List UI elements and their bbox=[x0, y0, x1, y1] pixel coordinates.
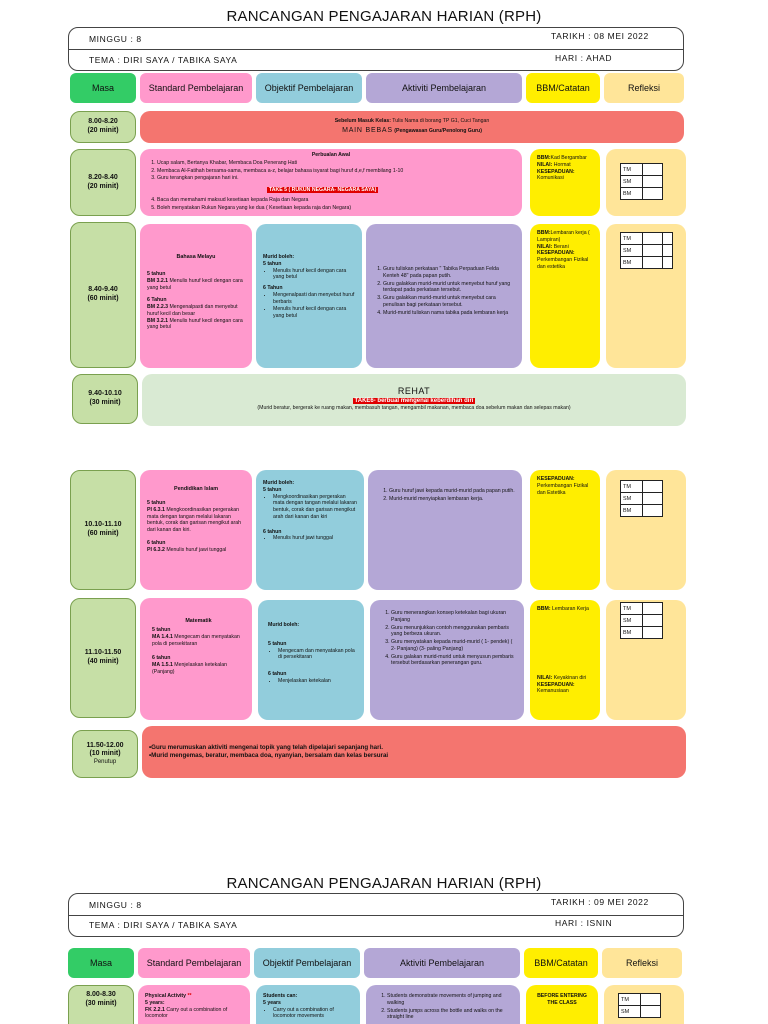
supervision-note: (Pengawasan Guru/Penolong Guru) bbox=[392, 127, 482, 134]
header-bbm: BBM/Catatan bbox=[524, 948, 598, 978]
reflection-table bbox=[620, 232, 673, 269]
objective-pi bbox=[256, 470, 364, 590]
list-item: • Mengecam dan menyatakan pola di persekitaran bbox=[278, 648, 357, 662]
list-item: 1. Guru tuliskan perkataan " Tabika Perpaduan Felda Kenteh 48" pada papan putih. bbox=[383, 266, 515, 280]
nilai-value: Berani bbox=[552, 243, 569, 250]
standard-pi bbox=[140, 470, 252, 590]
list-item: • Carry out a combination of locomotor movements bbox=[273, 1007, 353, 1021]
objective-pa bbox=[256, 985, 360, 1024]
sm-box[interactable] bbox=[641, 1006, 661, 1018]
standard-code: BM 2.2.3 bbox=[147, 304, 169, 311]
kesepaduan-label: KESEPADUAN: bbox=[537, 681, 575, 688]
bm-box[interactable] bbox=[643, 627, 663, 639]
list-item: 1. Guru huruf jawi kepada murid-murid pada papan putih. bbox=[389, 488, 515, 495]
age-label: 5 years: bbox=[145, 999, 165, 1006]
time-range: 8.40-9.40 bbox=[88, 286, 118, 294]
bbm-value: Lembaran kerja ( Lampiran) bbox=[537, 230, 590, 243]
page-title: RANCANGAN PENGAJARAN HARIAN (RPH) bbox=[226, 875, 542, 892]
time-duration: (20 minit) bbox=[87, 127, 119, 134]
age-label: 5 tahun bbox=[152, 627, 171, 634]
time-duration: (60 minit) bbox=[87, 530, 119, 537]
list-item: • Menulis huruf jawi tunggal bbox=[273, 535, 357, 542]
list-item: 4. Guru galakan murid-murid untuk menyusun pembaris tersebut berdasarkan penerangan guru. bbox=[391, 654, 517, 668]
time-range: 8.00-8.20 bbox=[88, 118, 118, 126]
closing-line: •Murid mengemas, beratur, membaca doa, nyanyian, bersalam dan kelas bersurai bbox=[149, 752, 389, 760]
header-aktiviti: Aktiviti Pembelajaran bbox=[366, 73, 522, 103]
time-slot bbox=[70, 149, 136, 216]
minggu-field: MINGGU : 8 bbox=[89, 34, 142, 44]
tema-field: TEMA : DIRI SAYA / TABIKA SAYA bbox=[89, 55, 238, 65]
time-range: 11.50-12.00 bbox=[86, 741, 124, 749]
list-item: 2. Murid-murid menyiapkan lembaran kerja. bbox=[389, 496, 515, 503]
time-slot bbox=[70, 598, 136, 718]
nilai-label: NILAI: bbox=[537, 674, 553, 681]
bm-box[interactable] bbox=[643, 505, 663, 517]
time-range: 10.10-11.10 bbox=[84, 521, 122, 529]
hari-field: HARI : ISNIN bbox=[555, 918, 613, 928]
standard-text: Menulis huruf kecil dengan cara yang betul bbox=[147, 277, 243, 291]
sm-label: SM bbox=[621, 615, 643, 627]
bm-label: BM bbox=[621, 505, 643, 517]
list-item: 2. Students jumps across the bottle and walks on the straight line bbox=[387, 1008, 513, 1022]
tm-label: TM bbox=[621, 233, 643, 245]
time-range: 9.40-10.10 bbox=[88, 390, 122, 398]
standard-code: PI 6.3.1 bbox=[147, 506, 165, 513]
list-item: 1. Ucap salam, Bertanya Khabar, Membaca Doa Penerang Hati bbox=[157, 160, 515, 167]
sm-label: SM bbox=[619, 1006, 641, 1018]
time-duration: (30 minit) bbox=[85, 999, 117, 1007]
kesepaduan-label: KESEPADUAN: bbox=[537, 168, 575, 175]
subject-title: Matematik bbox=[185, 618, 212, 624]
standard-text: Mengenalpasti dan menyebut huruf kecil dan besar bbox=[147, 304, 238, 317]
objective-mt bbox=[258, 600, 364, 720]
age-label: 5 tahun bbox=[147, 271, 166, 278]
standard-pa bbox=[138, 985, 250, 1024]
time-slot bbox=[70, 470, 136, 590]
standard-code: BM 3.2.1 bbox=[147, 317, 169, 324]
list-item: 2. Guru menunjukkan contoh menggunakan pembaris yang berbeza ukuran. bbox=[391, 625, 517, 639]
nilai-label: NILAI: bbox=[537, 243, 553, 250]
age-label: 5 tahun bbox=[268, 640, 287, 647]
time-range: 8.20-8.40 bbox=[88, 173, 118, 181]
tm-box[interactable] bbox=[643, 481, 663, 493]
reflection-table bbox=[620, 163, 663, 200]
reflection-table bbox=[620, 602, 663, 639]
header-standard: Standard Pembelajaran bbox=[140, 73, 252, 103]
bm-label: BM bbox=[621, 627, 643, 639]
list-item: 1. Guru menerangkan konsep ketekalan bagi ukuran Panjang bbox=[391, 610, 517, 624]
subject-title: Physical Activity bbox=[145, 993, 187, 999]
time-range: 8.00-8.30 bbox=[86, 991, 116, 998]
sm-box[interactable] bbox=[643, 245, 663, 257]
reflection-table bbox=[620, 480, 663, 517]
standard-text: Mengecam dan menyatakan pola di persekitaran bbox=[152, 633, 240, 647]
kesepaduan-value: Kemanusiaan bbox=[537, 688, 569, 695]
break-section bbox=[142, 374, 686, 426]
age-label: 6 Tahun bbox=[263, 285, 283, 291]
standard-text: Menulis huruf kecil dengan cara yang betul bbox=[147, 317, 243, 331]
age-label: 5 tahun bbox=[147, 500, 166, 507]
bm-extra-box[interactable] bbox=[663, 257, 673, 269]
tema-field: TEMA : DIRI SAYA / TABIKA SAYA bbox=[89, 920, 238, 930]
age-label: 5 years bbox=[263, 999, 281, 1006]
standard-mt bbox=[140, 598, 252, 720]
nilai-value: Keyakinan diri bbox=[552, 674, 587, 681]
standard-text: Mengkoordinasikan pergerakan mata dengan tangan melalui lakaran bentuk, corak dan garisan mengikut arah dari kanan dan kiri. bbox=[147, 506, 242, 534]
list-item: 3. Guru terangkan pengajaran hari ini. bbox=[157, 175, 515, 182]
objective-heading: Murid boleh: bbox=[263, 254, 295, 260]
standard-bm bbox=[140, 224, 252, 368]
list-item: • Mengenalpasti dan menyebut huruf berbaris bbox=[273, 292, 355, 306]
standard-code: FK 2.2.1 bbox=[145, 1006, 165, 1013]
standard-code: PI 6.3.2 bbox=[147, 546, 165, 553]
list-item: 1. Students demonstrate movements of jumping and walking bbox=[387, 993, 513, 1007]
objective-bm bbox=[256, 224, 362, 368]
page-title: RANCANGAN PENGAJARAN HARIAN (RPH) bbox=[226, 8, 542, 25]
bbm-notes bbox=[526, 985, 598, 1024]
sm-label: SM bbox=[621, 176, 643, 188]
bbm-label: BBM: bbox=[537, 155, 551, 161]
info-box bbox=[68, 27, 684, 71]
objective-heading: Students can: bbox=[263, 993, 298, 999]
sm-extra-box[interactable] bbox=[663, 245, 673, 257]
list-item: 3. Guru galakkan murid-murid untuk menyebut cara penulisan bagi perkataan tersebut. bbox=[383, 295, 515, 309]
bbm-value: Kad Bergambar bbox=[550, 155, 587, 161]
refleksi-cell bbox=[606, 470, 686, 590]
refleksi-cell bbox=[604, 985, 684, 1024]
kesepaduan-value: Perkembangan Fizikal dan Estetika bbox=[537, 482, 589, 496]
standard-text: Menjelaskan ketekalan (Panjang) bbox=[152, 662, 228, 675]
time-range: 11.10-11.50 bbox=[84, 649, 122, 657]
time-duration: (40 minit) bbox=[87, 658, 119, 665]
time-slot bbox=[72, 374, 138, 424]
tm-box[interactable] bbox=[643, 164, 663, 176]
info-box bbox=[68, 893, 684, 937]
take6-highlight: TAKE6- berbual mengenai keberdihan diri bbox=[354, 397, 474, 404]
bbm-notes bbox=[530, 224, 600, 368]
bbm-notes bbox=[530, 600, 600, 720]
objective-heading: Murid boleh: bbox=[268, 622, 300, 628]
list-item: • Menulis huruf kecil dengan cara yang betul bbox=[273, 306, 355, 320]
sm-box[interactable] bbox=[643, 493, 663, 505]
age-label: 6 tahun bbox=[152, 655, 171, 662]
tm-box[interactable] bbox=[643, 233, 663, 245]
refleksi-cell bbox=[606, 149, 686, 216]
bm-label: BM bbox=[621, 188, 643, 200]
sm-label: SM bbox=[621, 245, 643, 257]
header-aktiviti: Aktiviti Pembelajaran bbox=[364, 948, 520, 978]
activity-bm bbox=[366, 224, 522, 368]
time-duration: (10 minit) bbox=[89, 750, 121, 758]
list-item: 4. Murid-murid tuliskan nama tabika pada lembaran kerja bbox=[383, 310, 515, 317]
star-marker: ** bbox=[186, 993, 192, 999]
header-masa: Masa bbox=[68, 948, 134, 978]
header-masa: Masa bbox=[70, 73, 136, 103]
main-bebas-text: MAIN BEBAS bbox=[342, 126, 393, 134]
closing-label: Penutup bbox=[93, 759, 117, 765]
sm-box[interactable] bbox=[643, 615, 663, 627]
list-item: 3. Guru menyatakan kepada murid-murid ( 1- pendek) ( 2- Panjang) (3- paling Panjang) bbox=[391, 639, 517, 653]
header-refleksi: Refleksi bbox=[602, 948, 682, 978]
tm-label: TM bbox=[621, 603, 643, 615]
header-refleksi: Refleksi bbox=[604, 73, 684, 103]
nilai-label: NILAI: bbox=[537, 161, 553, 168]
take5-highlight: TAKE 5 ( RUKUN NEGARA- NEGARA SAYA) bbox=[269, 187, 377, 193]
list-item: 5. Boleh menyatakan Rukun Negara yang ke dua ( Kesetiaan kepada raja dan Negara) bbox=[157, 205, 515, 212]
refleksi-cell bbox=[606, 600, 686, 720]
activity-pa bbox=[366, 985, 520, 1024]
section-heading: Perbualan Awal bbox=[311, 152, 351, 158]
tm-label: TM bbox=[619, 994, 641, 1006]
bbm-value: Lembaran Kerja bbox=[550, 606, 589, 612]
bbm-value: BEFORE ENTERING THE CLASS bbox=[537, 993, 587, 1006]
closing-line: •Guru merumuskan aktiviti mengenai topik yang telah dipelajari sepanjang hari. bbox=[149, 744, 383, 751]
arrival-label: Sebelum Masuk Kelas: bbox=[334, 118, 391, 124]
bm-label: BM bbox=[621, 257, 643, 269]
tm-box[interactable] bbox=[643, 603, 663, 615]
subject-title: Bahasa Melayu bbox=[176, 254, 216, 260]
list-item: • Menjelaskan ketekalan bbox=[278, 678, 357, 685]
arrival-text: Tulis Nama di borang TP G1, Cuci Tangan bbox=[390, 118, 490, 124]
tarikh-field: TARIKH : 09 MEI 2022 bbox=[551, 897, 649, 907]
standard-code: MA 1.4.1 bbox=[152, 633, 173, 640]
bm-box[interactable] bbox=[643, 188, 663, 200]
sm-box[interactable] bbox=[643, 176, 663, 188]
subject-title: Pendidikan Islam bbox=[173, 486, 219, 492]
list-item: 2. Membaca Al-Fatihah bersama-sama, membaca a-z, belajar bahasa isyarat bagi huruf d,e,f membilang 1-10 bbox=[157, 168, 515, 175]
standard-text: Carry out a combination of locomotor bbox=[145, 1006, 228, 1020]
opening-discussion bbox=[140, 149, 522, 216]
time-duration: (30 minit) bbox=[89, 399, 121, 406]
bm-box[interactable] bbox=[643, 257, 663, 269]
tm-label: TM bbox=[621, 164, 643, 176]
minggu-field: MINGGU : 8 bbox=[89, 900, 142, 910]
activity-mt bbox=[370, 600, 524, 720]
bbm-notes bbox=[530, 149, 600, 216]
activity-pi bbox=[368, 470, 522, 590]
closing-section bbox=[142, 726, 686, 778]
time-slot bbox=[70, 111, 136, 143]
tm-box[interactable] bbox=[641, 994, 661, 1006]
bbm-label: BBM: bbox=[537, 230, 551, 236]
standard-code: BM 3.2.1 bbox=[147, 277, 169, 284]
bbm-notes bbox=[530, 470, 600, 590]
tarikh-field: TARIKH : 08 MEI 2022 bbox=[551, 31, 649, 41]
bbm-label: BBM: bbox=[537, 606, 551, 612]
standard-text: Menulis huruf jawi tunggal bbox=[164, 546, 227, 553]
list-item: • Mengkoordinasikan pergerakan mata dengan tangan melalui lakaran bentuk, corak dan garisan mengikut arah dari kanan dan kiri bbox=[273, 494, 357, 521]
refleksi-cell bbox=[606, 224, 686, 368]
header-objektif: Objektif Pembelajaran bbox=[256, 73, 362, 103]
reflection-table bbox=[618, 993, 661, 1018]
nilai-value: Hormat bbox=[552, 161, 571, 168]
list-item: 2. Guru galakkan murid-murid untuk menyebut huruf yang terdapat pada perkataan tersebut. bbox=[383, 281, 515, 295]
break-title: REHAT bbox=[397, 386, 431, 396]
hari-field: HARI : AHAD bbox=[555, 53, 613, 63]
age-label: 6 tahun bbox=[147, 539, 166, 546]
kesepaduan-value: Komunikasi bbox=[537, 175, 564, 182]
age-label: 5 tahun bbox=[263, 260, 282, 267]
time-duration: (20 minit) bbox=[87, 182, 119, 190]
kesepaduan-label: KESEPADUAN: bbox=[537, 250, 575, 257]
age-label: 6 tahun bbox=[268, 671, 287, 677]
tm-label: TM bbox=[621, 481, 643, 493]
header-standard: Standard Pembelajaran bbox=[138, 948, 250, 978]
standard-code: MA 1.5.1 bbox=[152, 662, 173, 669]
arrival-activity bbox=[140, 111, 684, 143]
time-duration: (60 minit) bbox=[87, 295, 119, 302]
time-slot bbox=[72, 730, 138, 778]
kesepaduan-value: Perkembangan Fizikal dan estetika bbox=[537, 257, 589, 270]
kesepaduan-label: KESEPADUAN: bbox=[537, 476, 575, 482]
time-slot bbox=[70, 222, 136, 368]
tm-extra-box[interactable] bbox=[663, 233, 673, 245]
age-label: 6 tahun bbox=[263, 528, 282, 535]
age-label: 5 tahun bbox=[263, 486, 282, 493]
header-objektif: Objektif Pembelajaran bbox=[254, 948, 360, 978]
objective-heading: Murid boleh: bbox=[263, 480, 295, 486]
list-item: • Menulis huruf kecil dengan cara yang betul bbox=[273, 268, 355, 282]
break-note: (Murid beratur, bergerak ke ruang makan, membasuh tangan, mengambil makanan, membaca doa sebelum makan dan selepas makan) bbox=[257, 405, 571, 412]
header-bbm: BBM/Catatan bbox=[526, 73, 600, 103]
age-label: 6 Tahun bbox=[147, 297, 167, 304]
time-slot bbox=[68, 985, 134, 1024]
sm-label: SM bbox=[621, 493, 643, 505]
list-item: 4. Baca dan memahami maksud kesetiaan kepada Raja dan Negara bbox=[157, 197, 515, 204]
